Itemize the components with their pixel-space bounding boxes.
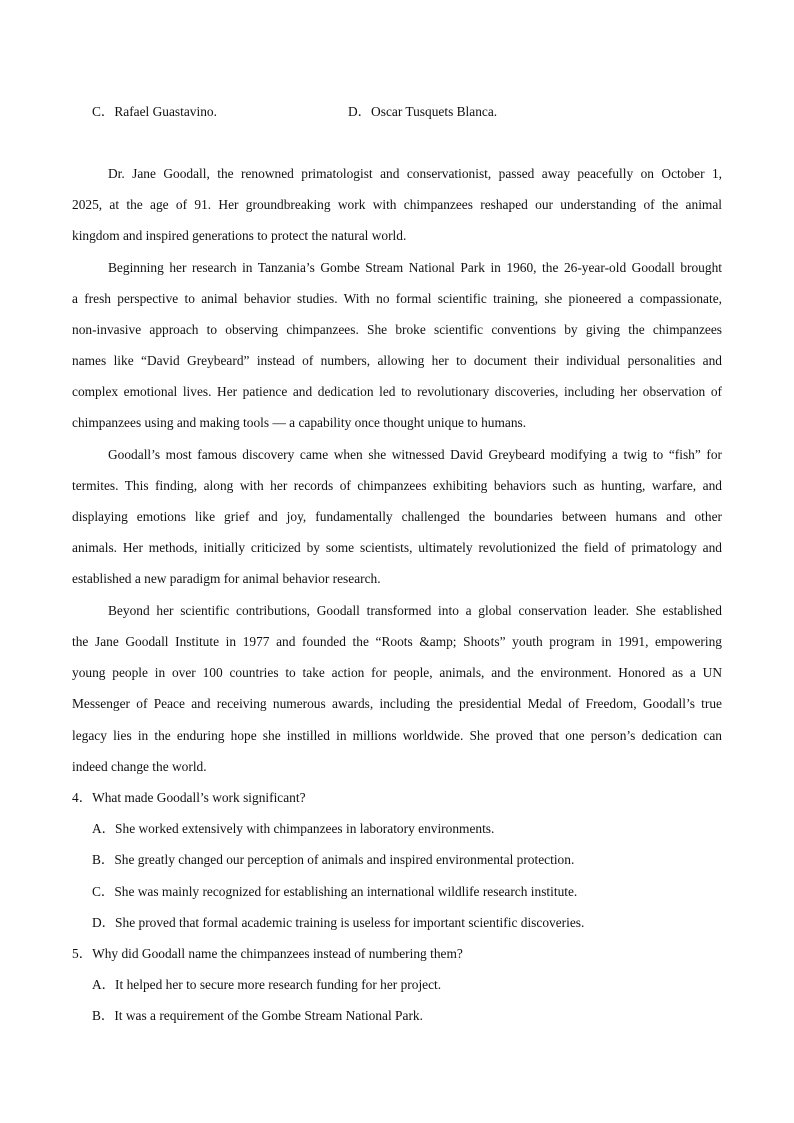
passage-line: non-invasive approach to observing chimpanzees. She broke scientific conventions by giving the chimpanzees [72, 322, 722, 337]
passage-line: the Jane Goodall Institute in 1977 and founded the “Roots &amp; Shoots” youth program in 1991, empowering [72, 634, 722, 649]
answer-option-c[interactable]: C．She was mainly recognized for establishing an international wildlife research institute. [92, 884, 578, 899]
passage-line: Goodall’s most famous discovery came when she witnessed David Greybeard modifying a twig to “fish” for [108, 447, 722, 462]
passage-line: animals. Her methods, initially criticized by some scientists, ultimately revolutionized the field of primatology and [72, 540, 722, 555]
passage-line: 2025, at the age of 91. Her groundbreaking work with chimpanzees reshaped our understanding of the animal [72, 197, 722, 212]
question-stem: 4．What made Goodall’s work significant? [72, 790, 306, 805]
answer-option-a[interactable]: A．It helped her to secure more research funding for her project. [92, 977, 442, 992]
question-stem: 5．Why did Goodall name the chimpanzees instead of numbering them? [72, 946, 463, 961]
answer-option-a[interactable]: A．She worked extensively with chimpanzees in laboratory environments. [92, 821, 495, 836]
passage-line: Messenger of Peace and receiving numerous awards, including the presidential Medal of Freedom, Goodall’s true [72, 696, 722, 711]
passage-line: legacy lies in the enduring hope she instilled in millions worldwide. She proved that one person’s dedication can [72, 728, 722, 743]
passage-line: young people in over 100 countries to take action for people, animals, and the environment. Honored as a UN [72, 665, 722, 680]
passage-line: Beyond her scientific contributions, Goodall transformed into a global conservation leader. She established [108, 603, 722, 618]
answer-option-b[interactable]: B．She greatly changed our perception of animals and inspired environmental protection. [92, 852, 575, 867]
option-c-prev: C．Rafael Guastavino. [92, 104, 217, 119]
passage-line: termites. This finding, along with her records of chimpanzees exhibiting behaviors such as hunting, warfare, and [72, 478, 722, 493]
passage-line: chimpanzees using and making tools — a capability once thought unique to humans. [72, 415, 527, 430]
passage-line: kingdom and inspired generations to protect the natural world. [72, 228, 407, 243]
passage-line: indeed change the world. [72, 759, 207, 774]
passage-line: Dr. Jane Goodall, the renowned primatologist and conservationist, passed away peacefully on October 1, [108, 166, 722, 181]
option-d-prev: D．Oscar Tusquets Blanca. [348, 104, 498, 119]
passage-line: a fresh perspective to animal behavior studies. With no formal scientific training, she pioneered a compassionate, [72, 291, 722, 306]
answer-option-d[interactable]: D．She proved that formal academic training is useless for important scientific discoveries. [92, 915, 585, 930]
answer-option-b[interactable]: B．It was a requirement of the Gombe Stream National Park. [92, 1008, 423, 1023]
passage-line: complex emotional lives. Her patience and dedication led to revolutionary discoveries, including her observation of [72, 384, 722, 399]
passage-line: displaying emotions like grief and joy, fundamentally challenged the boundaries between humans and other [72, 509, 722, 524]
passage-line: Beginning her research in Tanzania’s Gombe Stream National Park in 1960, the 26-year-old Goodall brought [108, 260, 722, 275]
passage-line: names like “David Greybeard” instead of numbers, allowing her to document their individual personalities and [72, 353, 722, 368]
passage-line: established a new paradigm for animal behavior research. [72, 571, 381, 586]
